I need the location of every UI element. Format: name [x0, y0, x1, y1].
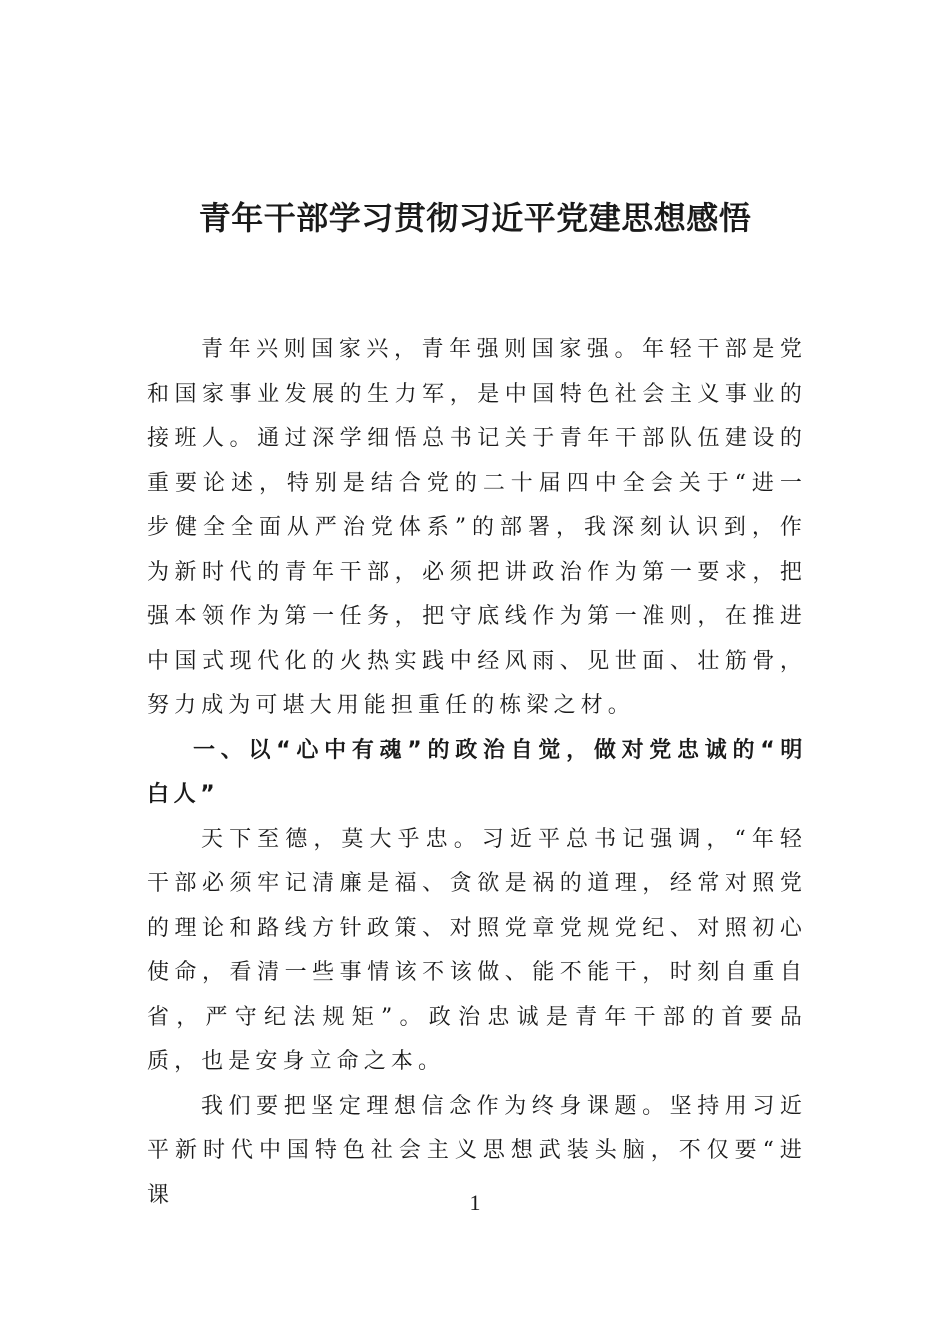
page-number: 1 [469, 1190, 481, 1215]
section-heading: 一、以“心中有魂”的政治自觉，做对党忠诚的“明白人” [147, 737, 807, 807]
page-title: 青年干部学习贯彻习近平党建思想感悟 [198, 199, 752, 237]
section-paragraph: 天下至德，莫大乎忠。习近平总书记强调，“年轻干部必须牢记清廉是福、贪欲是祸的道理，经常对照党的理论和路线方针政策、对照党章党规党纪、对照初心使命，看清一些事情该不该做、能不能干，时刻自重自省，严守纪法规矩”。政治忠诚是青年干部的首要品质，也是安身立命之本。 [147, 826, 807, 1074]
intro-paragraph: 青年兴则国家兴，青年强则国家强。年轻干部是党和国家事业发展的生力军，是中国特色社会主义事业的接班人。通过深学细悟总书记关于青年干部队伍建设的重要论述，特别是结合党的二十届四中全会关于“进一步健全全面从严治党体系”的部署，我深刻认识到，作为新时代的青年干部，必须把讲政治作为第一要求，把强本领作为第一任务，把守底线作为第一准则，在推进中国式现代化的火热实践中经风雨、见世面、壮筋骨，努力成为可堪大用能担重任的栋梁之材。 [147, 337, 807, 718]
section-paragraph: 我们要把坚定理想信念作为终身课题。坚持用习近平新时代中国特色社会主义思想武装头脑，不仅要“进课 [147, 1093, 807, 1208]
document-body [147, 328, 807, 1218]
